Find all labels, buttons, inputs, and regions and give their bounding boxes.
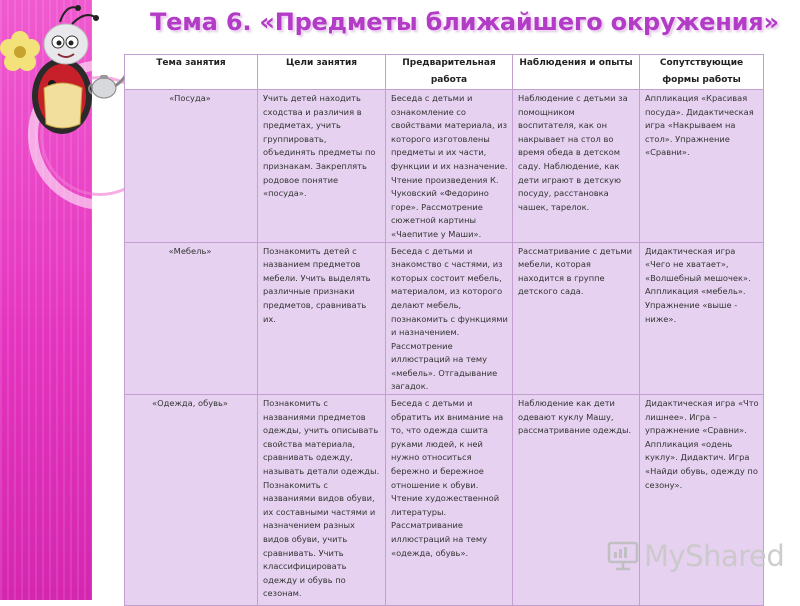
column-header: Цели занятия [258,55,386,90]
table-cell: Дидактическая игра «Чего не хватает», «Волшебный мешочек». Аппликация «мебель». Упражнение «выше - ниже». [640,242,764,395]
table-header-row [125,55,764,90]
presentation-board-icon [606,539,640,573]
table-row [125,90,764,243]
ladybug-mascot-icon [0,0,130,150]
table-cell: Рассматривание с детьми мебели, которая находится в группе детского сада. [513,242,640,395]
column-header: Сопутствующие формы работы [640,55,764,90]
column-header: Наблюдения и опыты [513,55,640,90]
column-header: Тема занятия [125,55,258,90]
table-cell: Беседа с детьми и ознакомление со свойствами материала, из которого изготовлены предметы и их части, функции и их назначение. Чтение произведения К. Чуковский «Федорино горе». Рассмотрение сюжетной картины «Чаепитие у Маши». [386,90,513,243]
myshared-watermark [606,536,784,576]
slide-title: Тема 6. «Предметы ближайшего окружения» [150,8,779,36]
table-cell: Наблюдение как дети одевают куклу Машу, рассматривание одежды. [513,395,640,606]
table-cell: Наблюдение с детьми за помощником воспитателя, как он накрывает на стол во время обеда в детском саду. Наблюдение, как дети играют в детскую посуду, расстановка чашек, тарелок. [513,90,640,243]
watermark-text: MyShared [644,539,785,573]
table-cell: «Мебель» [125,242,258,395]
table-cell: «Посуда» [125,90,258,243]
lesson-plan-table [124,54,764,606]
table-cell: Дидактическая игра «Что лишнее». Игра – упражнение «Сравни». Аппликация «одень куклу». Дидактич. Игра «Найди обувь, одежду по сезону». [640,395,764,606]
table-cell: Беседа с детьми и обратить их внимание на то, что одежда сшита руками людей, к ней нужно относиться бережно и бережное отношение к обуви. Чтение художественной литературы. Рассматривание иллюстраций на тему «одежда, обувь». [386,395,513,606]
table-row [125,242,764,395]
table-cell: Аппликация «Красивая посуда». Дидактическая игра «Накрываем на стол». Упражнение «Сравни». [640,90,764,243]
table-cell: Познакомить с названиями предметов одежды, учить описывать свойства материала, сравнивать одежду, называть детали одежды. Познакомить с названиями видов обуви, их составными частями и назначением разных видов обуви, учить сравнивать. Учить классифицировать одежду и обувь по сезонам. [258,395,386,606]
table-cell: «Одежда, обувь» [125,395,258,606]
table-cell: Беседа с детьми и знакомство с частями, из которых состоит мебель, материалом, из которого делают мебель, познакомить с функциями и назначением. Рассмотрение иллюстраций на тему «мебель». Отгадывание загадок. [386,242,513,395]
table-cell: Познакомить детей с названием предметов мебели. Учить выделять различные признаки предметов, сравнивать их. [258,242,386,395]
table-cell: Учить детей находить сходства и различия в предметах, учить группировать, объединять предметы по признакам. Закреплять родовое понятие «посуда». [258,90,386,243]
column-header: Предварительная работа [386,55,513,90]
